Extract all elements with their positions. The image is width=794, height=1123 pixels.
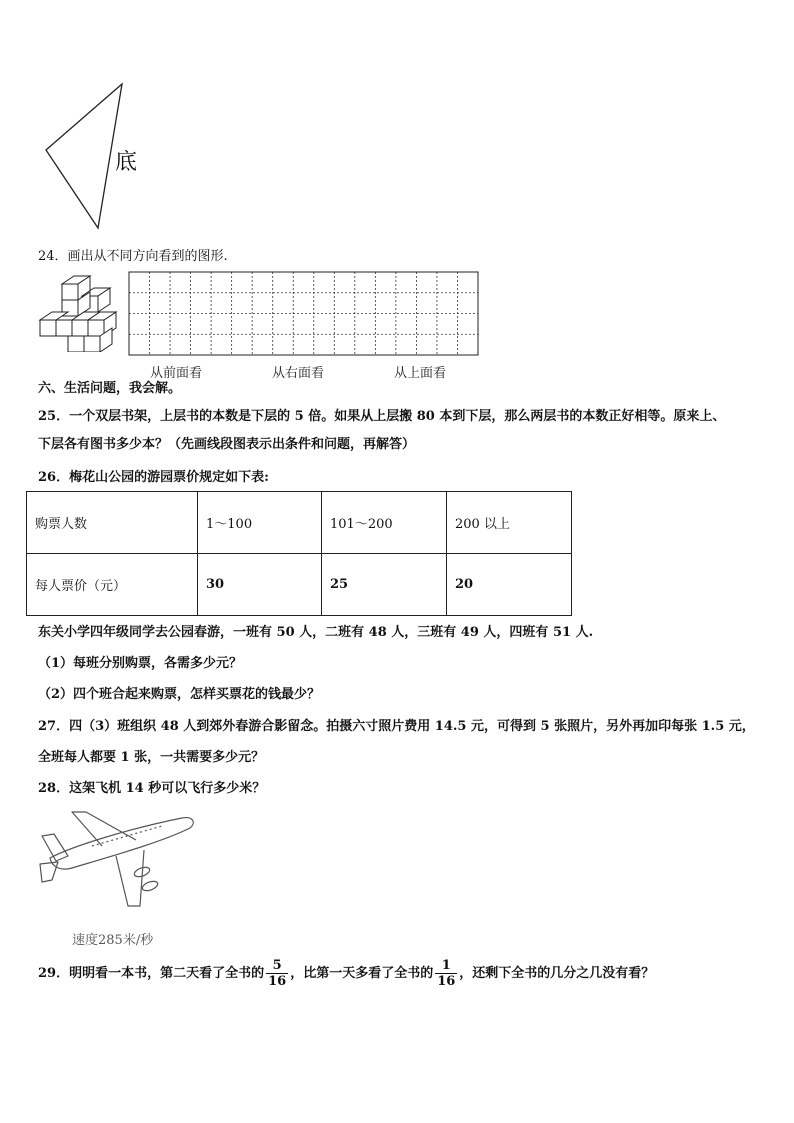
- table-cell: 每人票价（元）: [27, 554, 198, 616]
- fraction-denominator: 16: [437, 974, 456, 989]
- table-cell: 101～200: [322, 492, 447, 554]
- table-cell b: 25: [322, 554, 447, 616]
- question-28: 28．这架飞机 14 秒可以飞行多少米？: [38, 781, 266, 796]
- question-29-part3: ，还剩下全书的几分之几没有看？: [459, 966, 655, 981]
- fraction-numerator: 5: [266, 958, 288, 974]
- question-26-sub2: （2）四个班合起来购票，怎样买票花的钱最少？: [38, 687, 321, 702]
- ticket-price-table: [26, 491, 572, 616]
- question-27-line2: 全班每人都要 1 张，一共需要多少元？: [38, 750, 265, 765]
- table-cell: 200 以上: [447, 492, 572, 554]
- question-29: [38, 958, 654, 989]
- fraction-5-16: [266, 958, 288, 989]
- section-6-title: 六、生活问题，我会解。: [38, 381, 182, 396]
- table-cell b: 30: [198, 554, 322, 616]
- fraction-numerator: 1: [435, 958, 457, 974]
- question-26-sub1: （1）每班分别购票，各需多少元？: [38, 656, 243, 671]
- table-cell: 购票人数: [27, 492, 198, 554]
- question-29-part1: 29．明明看一本书，第二天看了全书的: [38, 966, 265, 981]
- table-row: [27, 554, 572, 616]
- question-26-intro: 26．梅花山公园的游园票价规定如下表:: [38, 470, 269, 485]
- dotted-grid: [128, 271, 480, 357]
- table-cell b: 20: [447, 554, 572, 616]
- table-row: [27, 492, 572, 554]
- triangle-shape: [46, 84, 122, 228]
- fraction-1-16: [435, 958, 457, 989]
- question-25-line2: 下层各有图书多少本？（先画线段图表示出条件和问题，再解答）: [38, 437, 416, 452]
- airplane-speed-label: 速度285米/秒: [72, 933, 154, 948]
- view-label-top: 从上面看: [394, 366, 447, 381]
- question-24: 24．画出从不同方向看到的图形.: [38, 249, 228, 264]
- triangle-base-label: 底: [115, 150, 138, 175]
- view-label-right: 从右面看: [272, 366, 325, 381]
- view-label-front: 从前面看: [150, 366, 203, 381]
- question-25-line1: 25．一个双层书架，上层书的本数是下层的 5 倍。如果从上层搬 80 本到下层，那么两层书的本数正好相等。原来上、: [38, 409, 726, 424]
- cube-stack-figure: [34, 272, 124, 352]
- question-29-part2: ，比第一天多看了全书的: [290, 966, 434, 981]
- question-26-info: 东关小学四年级同学去公园春游，一班有 50 人，二班有 48 人，三班有 49 人，四班有 51 人.: [38, 625, 594, 640]
- table-cell: 1～100: [198, 492, 322, 554]
- question-27-line1: 27．四（3）班组织 48 人到郊外春游合影留念。拍摄六寸照片费用 14.5 元，可得到 5 张照片，另外再加印每张 1.5 元，: [38, 719, 755, 734]
- airplane-icon: [32, 806, 198, 916]
- fraction-denominator: 16: [268, 974, 287, 989]
